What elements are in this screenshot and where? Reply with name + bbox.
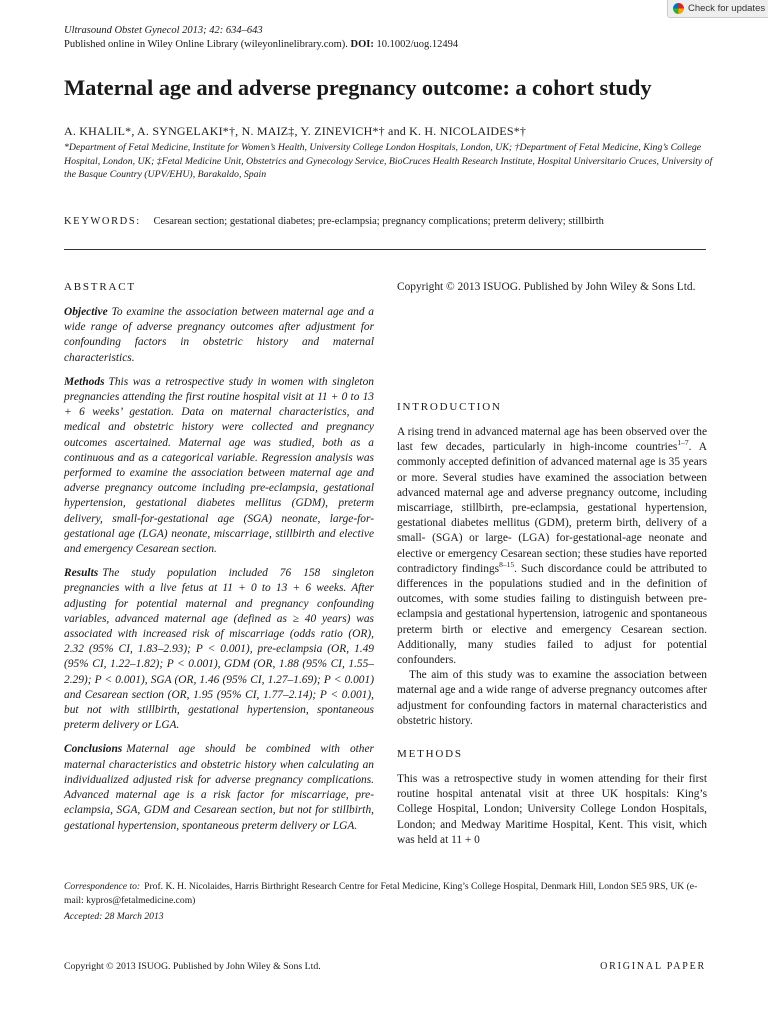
abstract-conclusions-continued: Copyright © 2013 ISUOG. Published by John Wiley & Sons Ltd.: [397, 281, 696, 293]
article-type: ORIGINAL PAPER: [600, 961, 706, 972]
abstract-objective: [64, 305, 374, 366]
check-for-updates-label: Check for updates: [688, 3, 766, 14]
intro-text-c: . Such discordance could be attributed to differences in the populations studied and in the definition of outcomes, with some studies failing to distinguish between pre-eclampsia and gestational hypertension, iatrogenic and spontaneous preterm birth or elective and emergency Cesarean section. Additionally, many studies failed to adjust for potential confounders.: [397, 562, 707, 667]
results-text: The study population included 76 158 singleton pregnancies with a live fetus at 11 + 0 to 13 + 6 weeks. After adjusting for potential maternal and pregnancy confounding variables, advanced maternal age (defined as ≥ 40 years) was associated with increased risk of miscarriage (odds ratio (OR), 2.32 (95% CI, 1.83–2.93); P < 0.001), pre-eclampsia (OR, 1.49 (95% CI, 1.22–1.82); P < 0.001), GDM (OR, 1.88 (95% CI, 1.55–2.29); P < 0.001), SGA (OR, 1.46 (95% CI, 1.27–1.69); P < 0.001) and Cesarean section (OR, 1.95 (95% CI, 1.77–2.14); P < 0.001), but not with stillbirth, gestational hypertension, spontaneous preterm delivery or LGA.: [64, 567, 374, 732]
doi-link[interactable]: 10.1002/uog.12494: [376, 39, 459, 50]
results-label: Results: [64, 567, 99, 580]
right-column: [397, 400, 707, 848]
conclusions-text: Maternal age should be combined with other maternal characteristics and obstetric history when calculating an individualized adjusted risk for adverse pregnancy complications. Advanced maternal age is a risk factor for miscarriage, pre-eclampsia, SGA, GDM and Cesarean section, but not for stillbirth, gestational hypertension, spontaneous preterm delivery or LGA.: [64, 743, 374, 832]
crossmark-icon: [673, 3, 684, 14]
doi-label: DOI:: [350, 39, 374, 50]
conclusions-label: Conclusions: [64, 743, 123, 756]
affiliations: *Department of Fetal Medicine, Institute for Women’s Health, University College London Hospitals, London, UK; †Department of Fetal Medicine, King’s College Hospital, London, UK; ‡Fetal Medicine Unit, Obstetrics and Gynecology Service, BioCruces Health Research Institute, Hospital Universitario Cruces, University of the Basque Country (UPV/EHU), Barakaldo, Spain: [64, 142, 713, 180]
accepted-date: Accepted: 28 March 2013: [64, 911, 164, 922]
author-list: A. KHALIL*, A. SYNGELAKI*†, N. MAIZ‡, Y. ZINEVICH*† and K. H. NICOLAIDES*†: [64, 124, 527, 138]
publication-info: [64, 38, 458, 52]
introduction-paragraph-1: [397, 425, 707, 668]
check-for-updates-button[interactable]: [667, 0, 768, 18]
journal-citation: Ultrasound Obstet Gynecol 2013; 42: 634–643: [64, 25, 263, 36]
keywords: [64, 215, 714, 229]
intro-text-b: . A commonly accepted definition of advanced maternal age is 35 years or more. Several studies have examined the association between advanced maternal age and adverse pregnancy outcome, including miscarriage, stillbirth, pre-eclampsia, gestational hypertension, gestational diabetes mellitus (GDM), preterm birth, delivery of a small- (SGA) or large- (LGA) for-gestational-age neonate and elective or emergency Cesarean section; these studies have reported contradictory findings: [397, 441, 707, 575]
keywords-text: Cesarean section; gestational diabetes; pre-eclampsia; pregnancy complications; preterm delivery; stillbirth: [153, 216, 604, 227]
correspondence-text: Prof. K. H. Nicolaides, Harris Birthright Research Centre for Fetal Medicine, King’s College Hospital, Denmark Hill, London SE5 9RS, UK (e-mail: kypros@fetalmedicine.com): [64, 881, 698, 906]
intro-text-a: A rising trend in advanced maternal age has been observed over the last few decades, particularly in high-income countries: [397, 426, 707, 454]
methods-heading: METHODS: [397, 748, 463, 761]
online-prefix: Published online in Wiley Online Library (wileyonlinelibrary.com).: [64, 39, 348, 50]
reference-8-15[interactable]: 8–15: [499, 560, 515, 570]
correspondence: [64, 880, 714, 908]
divider: [64, 249, 706, 250]
keywords-label: KEYWORDS:: [64, 216, 141, 227]
methods-label: Methods: [64, 375, 105, 388]
correspondence-label: Correspondence to:: [64, 881, 141, 892]
reference-1-7[interactable]: 1–7: [677, 438, 689, 448]
left-column: [64, 280, 374, 834]
objective-label: Objective: [64, 306, 108, 318]
footer-copyright: Copyright © 2013 ISUOG. Published by John Wiley & Sons Ltd.: [64, 961, 321, 972]
abstract-results: [64, 566, 374, 733]
introduction-heading: INTRODUCTION: [397, 401, 502, 413]
introduction-paragraph-2: The aim of this study was to examine the association between maternal age and a wide range of adverse pregnancy outcomes after adjustment for confounding factors in maternal characteristics and obstetric history.: [397, 669, 707, 727]
abstract-heading: ABSTRACT: [64, 281, 136, 293]
abstract-methods: [64, 375, 374, 557]
article-title: Maternal age and adverse pregnancy outcome: a cohort study: [64, 75, 652, 100]
methods-paragraph-1: This was a retrospective study in women attending for their first routine hospital antenatal visit at three UK hospitals: King’s College Hospital, London; University College London Hospitals, London; and Medway Maritime Hospital, Kent. This visit, which was held at 11 + 0: [397, 773, 707, 846]
abstract-conclusions: [64, 742, 374, 833]
methods-text: This was a retrospective study in women with singleton pregnancies attending the first routine hospital visit at 11 + 0 to 13 + 6 weeks’ gestation. Data on maternal characteristics, and medical and obstetric history were collected and pregnancy outcomes ascertained. Maternal age was studied, both as a continuous and as a categorical variable. Regression analysis was performed to examine the association between maternal age and adverse pregnancy outcome including pre-eclampsia, gestational hypertension, gestational diabetes mellitus (GDM), preterm delivery, small-for-gestational age (SGA) neonate, large-for-gestational age (LGA) neonate, miscarriage, stillbirth and elective and emergency Cesarean section.: [64, 375, 374, 556]
objective-text: To examine the association between maternal age and a wide range of adverse pregnancy outcomes after adjustment for confounding factors in obstetric history and maternal characteristics.: [64, 306, 374, 364]
